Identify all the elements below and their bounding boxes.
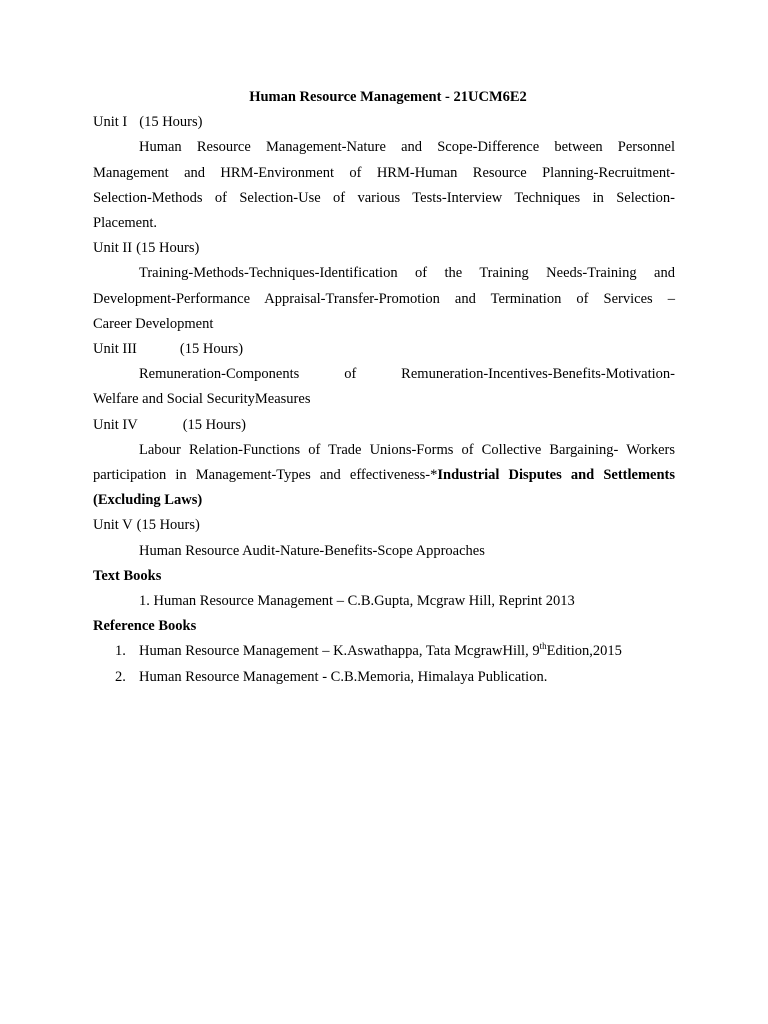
unit-heading xyxy=(93,413,675,438)
reference-books-heading: Reference Books xyxy=(93,618,197,635)
unit-hours: (15 Hours) xyxy=(182,416,246,433)
unit-heading xyxy=(93,513,675,538)
unit-description xyxy=(93,261,675,337)
reference-text: Human Resource Management - C.B.Memoria, Himalaya Publication. xyxy=(139,668,548,685)
unit-line: Management and HRM-Environment of HRM-Human Resource Planning-Recruitment- xyxy=(93,164,675,181)
unit-hours: (15 Hours) xyxy=(139,114,203,131)
unit-line: Human Resource Audit-Nature-Benefits-Scope Approaches xyxy=(139,542,485,559)
unit-line-text: participation in Management-Types and effectiveness-* xyxy=(93,467,438,484)
unit-label: Unit III xyxy=(93,341,137,358)
unit-label: Unit I xyxy=(93,114,128,131)
unit-line: Development-Performance Appraisal-Transfer-Promotion and Termination of Services – xyxy=(93,290,675,307)
emphasis-text: (Excluding Laws) xyxy=(93,492,203,509)
unit-line: Welfare and Social SecurityMeasures xyxy=(93,391,311,408)
list-number: 1. xyxy=(115,643,126,660)
unit-heading xyxy=(93,337,675,362)
text-books-heading: Text Books xyxy=(93,567,162,584)
unit-line: Selection-Methods of Selection-Use of various Tests-Interview Techniques in Selection- xyxy=(93,189,675,206)
unit-hours: (15 Hours) xyxy=(136,240,200,257)
text-book-item: 1. Human Resource Management – C.B.Gupta, Mcgraw Hill, Reprint 2013 xyxy=(139,593,575,610)
syllabus-content xyxy=(93,85,675,690)
unit-line: Labour Relation-Functions of Trade Unions-Forms of Collective Bargaining- Workers xyxy=(139,441,675,458)
reference-book-item xyxy=(93,639,675,664)
unit-description xyxy=(93,438,675,514)
unit-line: Human Resource Management-Nature and Scope-Difference between Personnel xyxy=(139,139,675,156)
unit-hours: (15 Hours) xyxy=(136,517,200,534)
unit-hours: (15 Hours) xyxy=(179,341,244,358)
document-title: Human Resource Management - 21UCM6E2 xyxy=(249,89,527,105)
unit-label: Unit II xyxy=(93,240,133,257)
unit-label: Unit V xyxy=(93,517,133,534)
unit-line: Training-Methods-Techniques-Identification of the Training Needs-Training and xyxy=(139,265,675,282)
reference-text: Edition,2015 xyxy=(546,643,622,660)
superscript-text: th xyxy=(539,641,547,652)
unit-description xyxy=(93,135,675,236)
unit-label: Unit IV xyxy=(93,416,138,433)
unit-line xyxy=(93,463,675,488)
unit-line: Remuneration-Components of Remuneration-Incentives-Benefits-Motivation- xyxy=(139,366,675,383)
list-number: 2. xyxy=(115,668,126,685)
unit-description xyxy=(93,539,675,564)
unit-heading xyxy=(93,110,675,135)
emphasis-text: Industrial Disputes and Settlements xyxy=(437,467,676,484)
unit-heading xyxy=(93,236,675,261)
unit-line: Placement. xyxy=(93,215,158,232)
unit-description xyxy=(93,362,675,412)
unit-line: Career Development xyxy=(93,315,214,332)
reference-book-item xyxy=(93,665,675,690)
reference-text: Human Resource Management – K.Aswathappa, Tata McgrawHill, 9 xyxy=(139,643,540,660)
reference-books-list xyxy=(93,639,675,689)
